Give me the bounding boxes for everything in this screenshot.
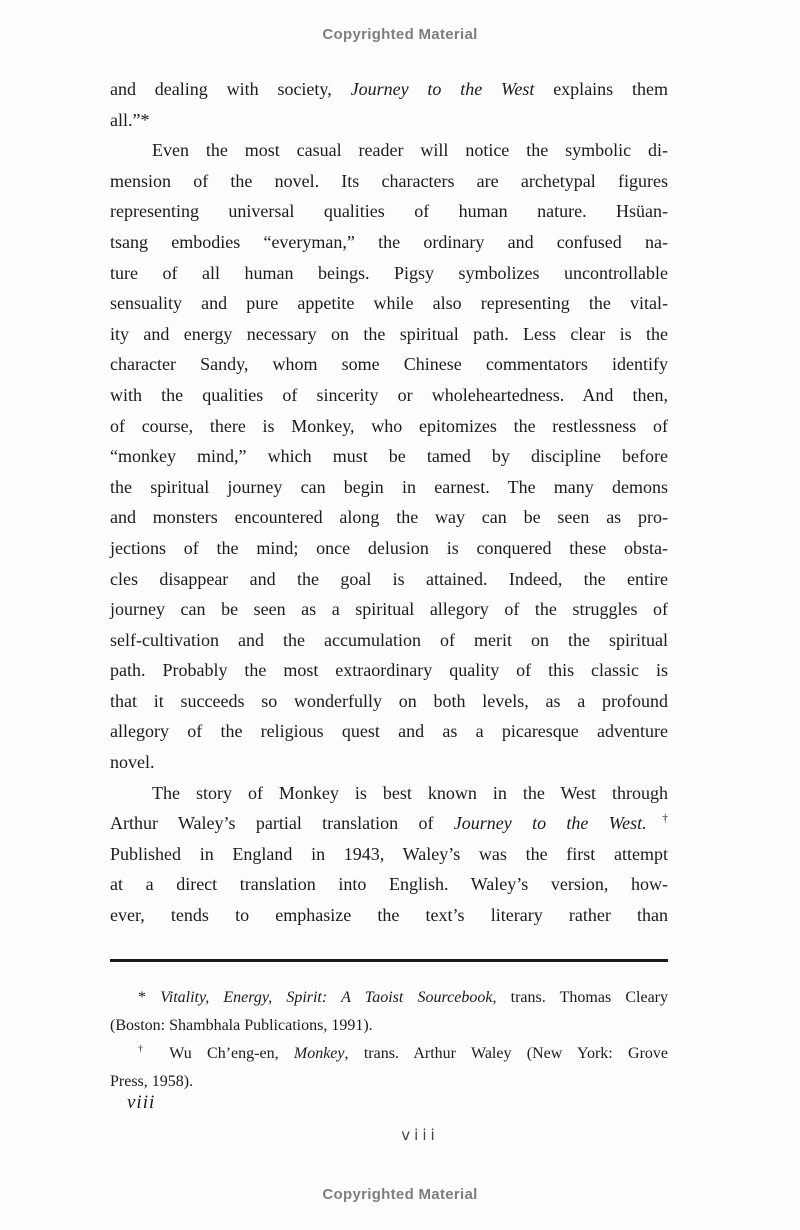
text-line [110, 1012, 668, 1040]
text-run: self-cultivation and the accumulation of merit on the spiritual [110, 629, 668, 650]
text-line [110, 380, 668, 411]
text-run: Wu Ch’eng-en, [154, 1045, 294, 1062]
text-run: that it succeeds so wonderfully on both levels, as a profound [110, 690, 668, 711]
italic-text: Vitality, Energy, Spirit: A Taoist Sourcebook [160, 989, 493, 1006]
footnotes [110, 984, 668, 1096]
page-number: viii [127, 1092, 156, 1113]
text-run: sensuality and pure appetite while also representing the vital- [110, 293, 668, 314]
text-run: “monkey mind,” which must be tamed by discipline before [110, 446, 668, 467]
text-run: path. Probably the most extraordinary quality of this classic is [110, 660, 668, 681]
text-run: The story of Monkey is best known in the West through [152, 782, 668, 803]
italic-text: Journey to the West. [453, 813, 647, 834]
text-run: cles disappear and the goal is attained. Indeed, the entire [110, 568, 668, 589]
text-run: with the qualities of sincerity or wholeheartedness. And then, [110, 384, 668, 405]
body-text [110, 74, 668, 931]
text-run: the spiritual journey can begin in earnest. The many demons [110, 476, 668, 497]
text-line [110, 135, 668, 166]
text-line [110, 411, 668, 442]
text-line [110, 472, 668, 503]
text-line [110, 502, 668, 533]
text-run: Even the most casual reader will notice the symbolic di- [152, 140, 668, 161]
text-run: ture of all human beings. Pigsy symbolizes uncontrollable [110, 262, 668, 283]
text-run: representing universal qualities of human nature. Hsüan- [110, 201, 668, 222]
italic-text: Monkey [293, 1045, 345, 1062]
text-line [110, 166, 668, 197]
text-line [110, 808, 668, 839]
text-line [110, 869, 668, 900]
copyright-banner-bottom: Copyrighted Material [322, 1186, 478, 1203]
page-number-watermark: viii [401, 1126, 439, 1144]
text-line [110, 839, 668, 870]
text-line [110, 258, 668, 289]
text-run: ity and energy necessary on the spiritual path. Less clear is the [110, 323, 668, 344]
text-line [110, 778, 668, 809]
text-line [110, 288, 668, 319]
text-line [110, 747, 668, 778]
text-line [110, 686, 668, 717]
text-line [110, 105, 668, 136]
text-line [110, 625, 668, 656]
text-run: character Sandy, whom some Chinese commentators identify [110, 354, 668, 375]
text-run: of course, there is Monkey, who epitomizes the restlessness of [110, 415, 668, 436]
text-run: Press, 1958). [110, 1073, 194, 1090]
text-line [110, 533, 668, 564]
text-run: explains them [534, 79, 668, 99]
text-line [110, 900, 668, 931]
text-run: mension of the novel. Its characters are archetypal figures [110, 170, 668, 191]
footnote-separator [110, 959, 668, 962]
text-line [110, 74, 668, 105]
text-line [110, 349, 668, 380]
text-line [110, 1040, 668, 1068]
text-line [110, 984, 668, 1012]
text-run: and monsters encountered along the way can be seen as pro- [110, 507, 668, 528]
footnote-marker: † [138, 1043, 155, 1055]
text-line [110, 594, 668, 625]
text-run: , trans. Thomas Cleary [492, 989, 668, 1006]
text-run: at a direct translation into English. Waley’s version, how- [110, 874, 668, 895]
text-line [110, 1068, 668, 1096]
copyright-banner-top: Copyrighted Material [322, 26, 478, 43]
text-line [110, 319, 668, 350]
text-run: allegory of the religious quest and as a picaresque adventure [110, 721, 668, 742]
text-run: , trans. Arthur Waley (New York: Grove [344, 1045, 669, 1062]
text-run: * [138, 989, 161, 1006]
text-run: Arthur Waley’s partial translation of [110, 813, 454, 834]
text-run: tsang embodies “everyman,” the ordinary and confused na- [110, 231, 668, 252]
text-line [110, 441, 668, 472]
text-run: (Boston: Shambhala Publications, 1991). [110, 1017, 373, 1034]
text-run: jections of the mind; once delusion is conquered these obsta- [110, 537, 668, 558]
text-run: Published in England in 1943, Waley’s was the first attempt [110, 843, 668, 864]
text-run: all.”* [110, 109, 150, 130]
italic-text: Journey to the West [350, 79, 535, 99]
text-run: ever, tends to emphasize the text’s literary rather than [110, 905, 668, 926]
text-line [110, 716, 668, 747]
text-line [110, 227, 668, 258]
text-run: and dealing with society, [110, 79, 351, 99]
footnote-marker: † [646, 813, 668, 826]
text-run: novel. [110, 752, 155, 773]
text-line [110, 196, 668, 227]
text-line [110, 564, 668, 595]
text-run: journey can be seen as a spiritual allegory of the struggles of [110, 599, 668, 620]
text-line [110, 655, 668, 686]
